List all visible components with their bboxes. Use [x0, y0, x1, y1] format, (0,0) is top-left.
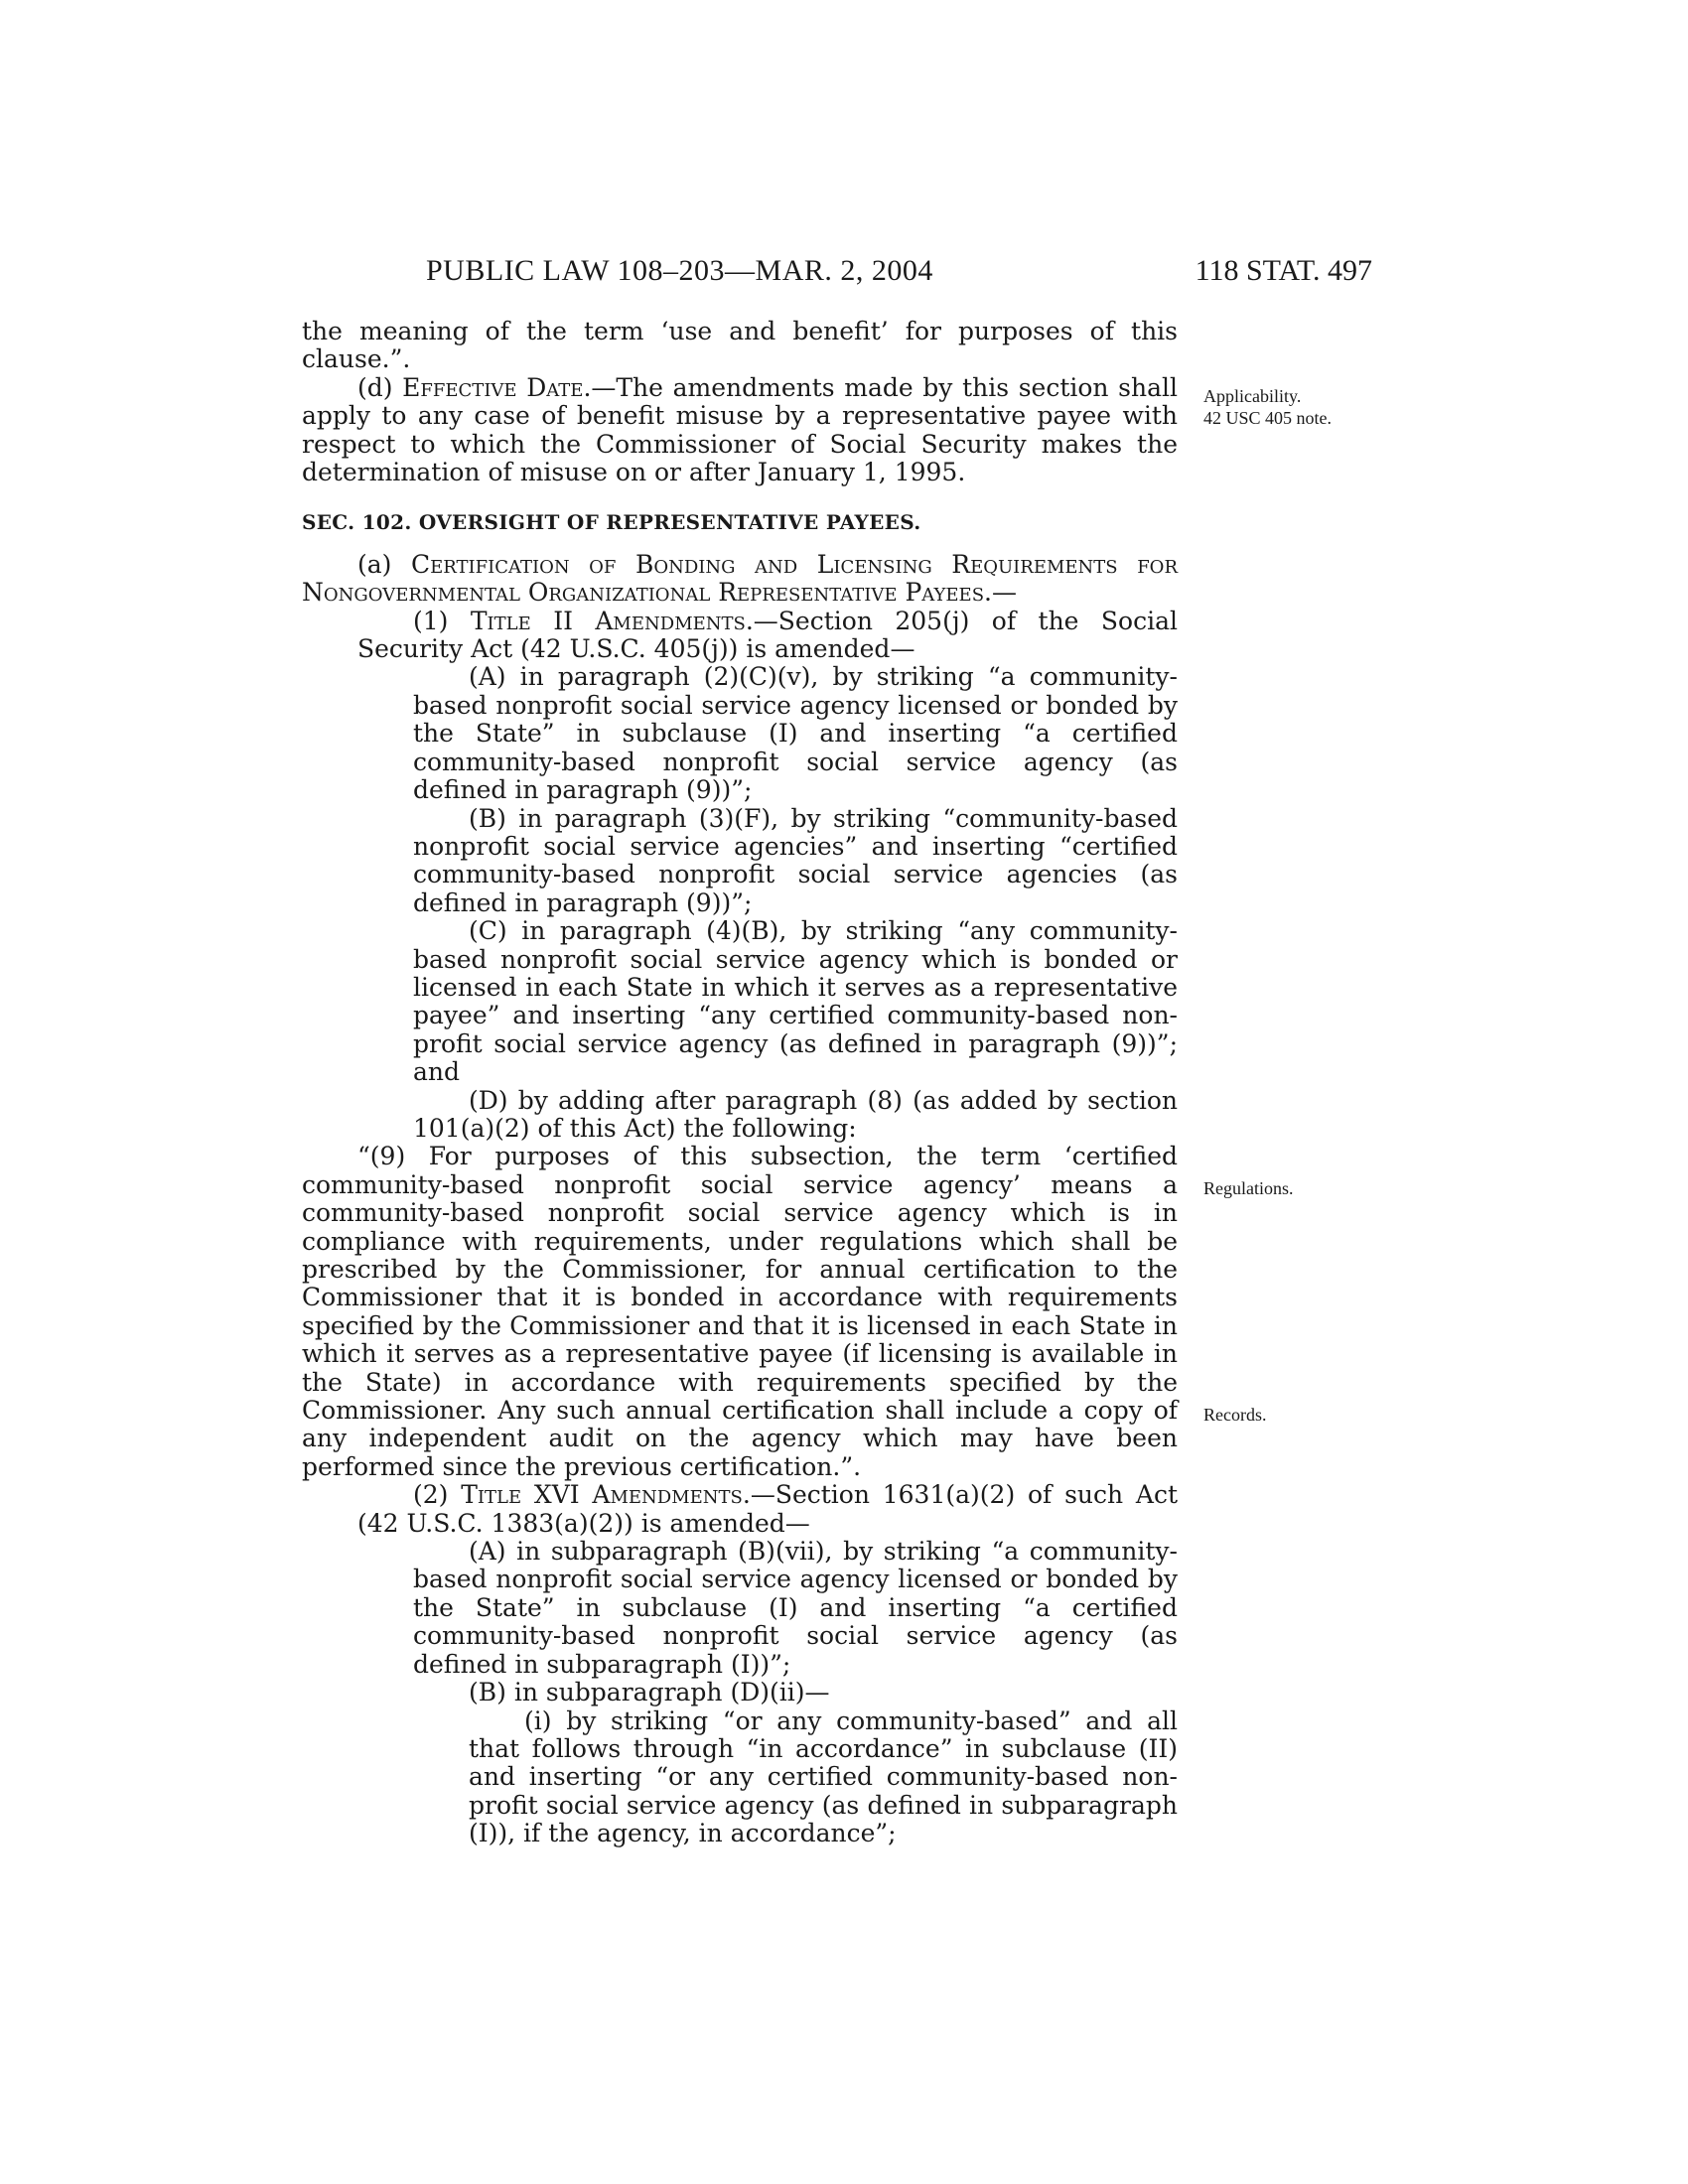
clause-a1-C: (C) in paragraph (4)(B), by striking “any community-based nonprofit social service agency which is bonded or licensed in each State in which it serves as a representative payee” and inserting “any certified community-based non-profit social service agency (as defined in paragraph (9))”; and [413, 916, 1178, 1087]
subsection-d [302, 374, 1178, 487]
clause-a1-D: (D) by adding after paragraph (8) (as added by section 101(a)(2) of this Act) the following: [413, 1085, 1178, 1143]
margin-note-regulations: Regulations. [1203, 1178, 1294, 1198]
subsection-d-label: (d) [357, 372, 403, 402]
margin-note-applicability: Applicability. [1203, 386, 1302, 406]
paragraph-a2-label: (2) [413, 1480, 462, 1510]
subsection-a-suffix: .— [984, 578, 1017, 608]
paragraph-a1-heading: Title II Amendments [470, 606, 746, 635]
running-header-page: 118 STAT. 497 [1195, 254, 1372, 287]
paragraph-a2 [357, 1481, 1178, 1538]
paragraph-a1 [357, 608, 1178, 664]
clause-a1-B: (B) in paragraph (3)(F), by striking “community-based nonprofit social service agencies” and inserting “certified community-based nonprofit social service agencies (as defined in paragraph (9))”; [413, 803, 1178, 917]
subsection-a-heading: Certification of Bonding and Licensing Requirements for Nongovernmental Organizational Representative Payees [302, 549, 1178, 608]
subsection-a-label: (a) [357, 549, 411, 579]
subclause-a2-B-i: (i) by striking “or any community-based” and all that follows through “in accordance” in subclause (II) and inserting “or any certified community-based non-profit social service agency (as defined in subparagraph (I)), if the agency, in accordance”; [469, 1706, 1178, 1848]
margin-note-records: Records. [1203, 1405, 1267, 1425]
paragraph-a2-heading: Title XVI Amendments [461, 1480, 743, 1510]
document-body [302, 318, 1178, 1848]
subsection-d-text: .—The amendments made by this section shall apply to any case of benefit misuse by a representative payee with respect to which the Commissioner of Social Security makes the determination of misuse on or after January 1, 1995. [302, 372, 1179, 487]
paragraph-a1-text: .—Section 205(j) of the Social Security Act (42 U.S.C. 405(j)) is amended— [357, 606, 1178, 664]
margin-note-usc: 42 USC 405 note. [1203, 408, 1333, 428]
inserted-paragraph-9: “(9) For purposes of this subsection, the term ‘certified community-based nonprofit social service agency’ means a community-based nonprofit social service agency which is in compliance with requirements, under regulations which shall be prescribed by the Commissioner, for annual certification to the Commissioner that it is bonded in accordance with requirements specified by the Commissioner and that it is licensed in each State in which it serves as a representative payee (if licensing is available in the State) in accordance with requirements specified by the Commissioner. Any such annual certification shall include a copy of any independent audit on the agency which may have been performed since the previous certification.”. [302, 1142, 1178, 1481]
paragraph-a2-text: .—Section 1631(a)(2) of such Act (42 U.S.C. 1383(a)(2)) is amended— [357, 1480, 1179, 1538]
running-header-title: PUBLIC LAW 108–203—MAR. 2, 2004 [426, 254, 933, 287]
section-heading: SEC. 102. OVERSIGHT OF REPRESENTATIVE PAYEES. [302, 510, 921, 535]
subsection-d-heading: Effective Date [402, 372, 584, 402]
clause-a2-B: (B) in subparagraph (D)(ii)— [469, 1678, 830, 1707]
subsection-a [302, 551, 1178, 608]
paragraph-continuation: the meaning of the term ‘use and benefit’ for purposes of this clause.”. [302, 317, 1178, 374]
paragraph-a1-label: (1) [413, 606, 471, 635]
clause-a2-A: (A) in subparagraph (B)(vii), by striking “a community-based nonprofit social service agency licensed or bonded by the State” in subclause (I) and inserting “a certified community-based nonprofit social service agency (as defined in subparagraph (I))”; [413, 1537, 1178, 1679]
clause-a1-A: (A) in paragraph (2)(C)(v), by striking “a community-based nonprofit social service agency licensed or bonded by the State” in subclause (I) and inserting “a certified community-based nonprofit social service agency (as defined in paragraph (9))”; [413, 662, 1178, 805]
